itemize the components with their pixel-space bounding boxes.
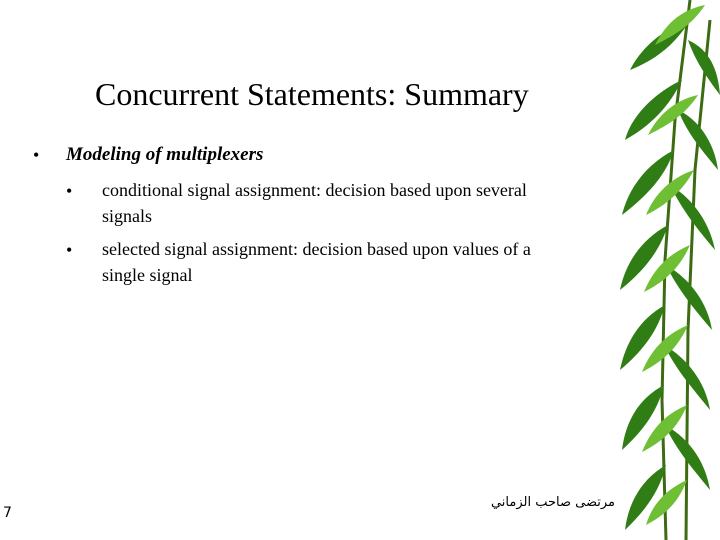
sub-bullet-2: •	[66, 240, 73, 260]
footer-author: مرتضى صاحب الزماني	[490, 495, 615, 510]
sub-bullet-conditional-line1: conditional signal assignment: decision based upon several	[102, 180, 527, 200]
slide-title: Concurrent Statements: Summary	[95, 76, 529, 112]
sub-bullet-conditional-line2: signals	[102, 206, 153, 226]
sub-bullet-selected-assignment	[102, 236, 592, 288]
sub-bullet-1: •	[66, 181, 73, 201]
sub-bullet-selected-line2: single signal	[102, 265, 193, 285]
bullet-1: •	[33, 145, 40, 165]
slide-number: 7	[3, 505, 12, 521]
bullet-modeling-multiplexers: Modeling of multiplexers	[66, 144, 264, 165]
sub-bullet-selected-line1: selected signal assignment: decision based upon values of a	[102, 239, 531, 259]
sub-bullet-conditional-assignment	[102, 177, 592, 229]
